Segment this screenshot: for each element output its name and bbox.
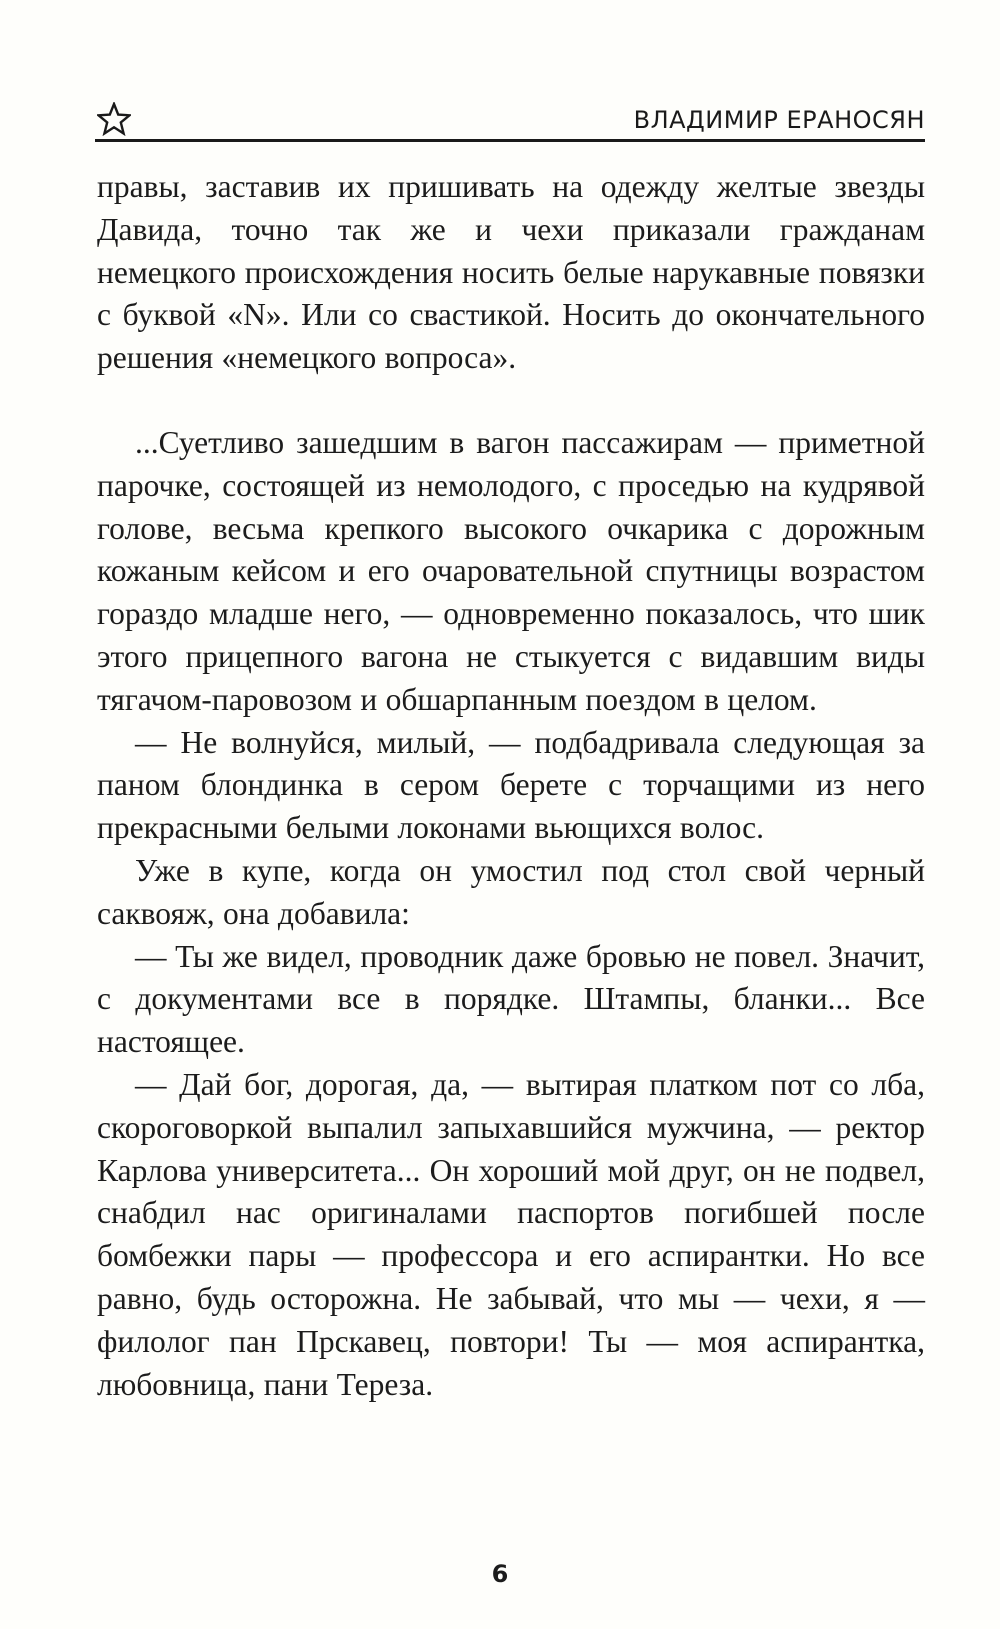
header-rule xyxy=(95,139,925,142)
paragraph-5: — Ты же видел, проводник даже бровью не повел. Значит, с документами все в порядке. Штампы, бланки... Все настоящее. xyxy=(97,938,925,1060)
paragraph-4: Уже в купе, когда он умостил под стол свой черный саквояж, она добавила: xyxy=(97,852,925,931)
paragraph-2: ...Суетливо зашедшим в вагон пассажирам — приметной парочке, состоящей из немолодого, с проседью на кудрявой голове, весьма крепкого высокого очкарика с дорожным кожаным кейсом и его очаровательной спутницы возрастом гораздо младше него, — одновременно показалось, что шик этого прицепного вагона не стыкуется с видавшим виды тягачом-паровозом и обшарпанным поездом в целом. xyxy=(97,424,925,717)
page-number: 6 xyxy=(491,1560,509,1588)
paragraph-1: правы, заставив их пришивать на одежду желтые звезды Давида, точно так же и чехи приказали гражданам немецкого происхождения носить белые нарукавные повязки с буквой «N». Или со свастикой. Носить до окончательного решения «немецкого вопроса». xyxy=(97,169,925,376)
body-text xyxy=(97,166,925,1406)
author-name: ВЛАДИМИР ЕРАНОСЯН xyxy=(633,106,925,134)
paragraph-3: — Не волнуйся, милый, — подбадривала следующая за паном блондинка в сером берете с торчащими из него прекрасными белыми локонами вьющихся волос. xyxy=(97,724,925,846)
star-outline-icon xyxy=(97,102,131,136)
running-header xyxy=(95,92,925,140)
paragraph-6: — Дай бог, дорогая, да, — вытирая платком пот со лба, скороговоркой выпалил запыхавшийся мужчина, — ректор Карлова университета... Он хороший мой друг, он не подвел, снабдил нас оригиналами паспортов погибшей после бомбежки пары — профессора и его аспирантки. Но все равно, будь осторожна. Не забывай, что мы — чехи, я — филолог пан Прскавец, повтори! Ты — моя аспирантка, любовница, пани Тереза. xyxy=(97,1066,925,1402)
